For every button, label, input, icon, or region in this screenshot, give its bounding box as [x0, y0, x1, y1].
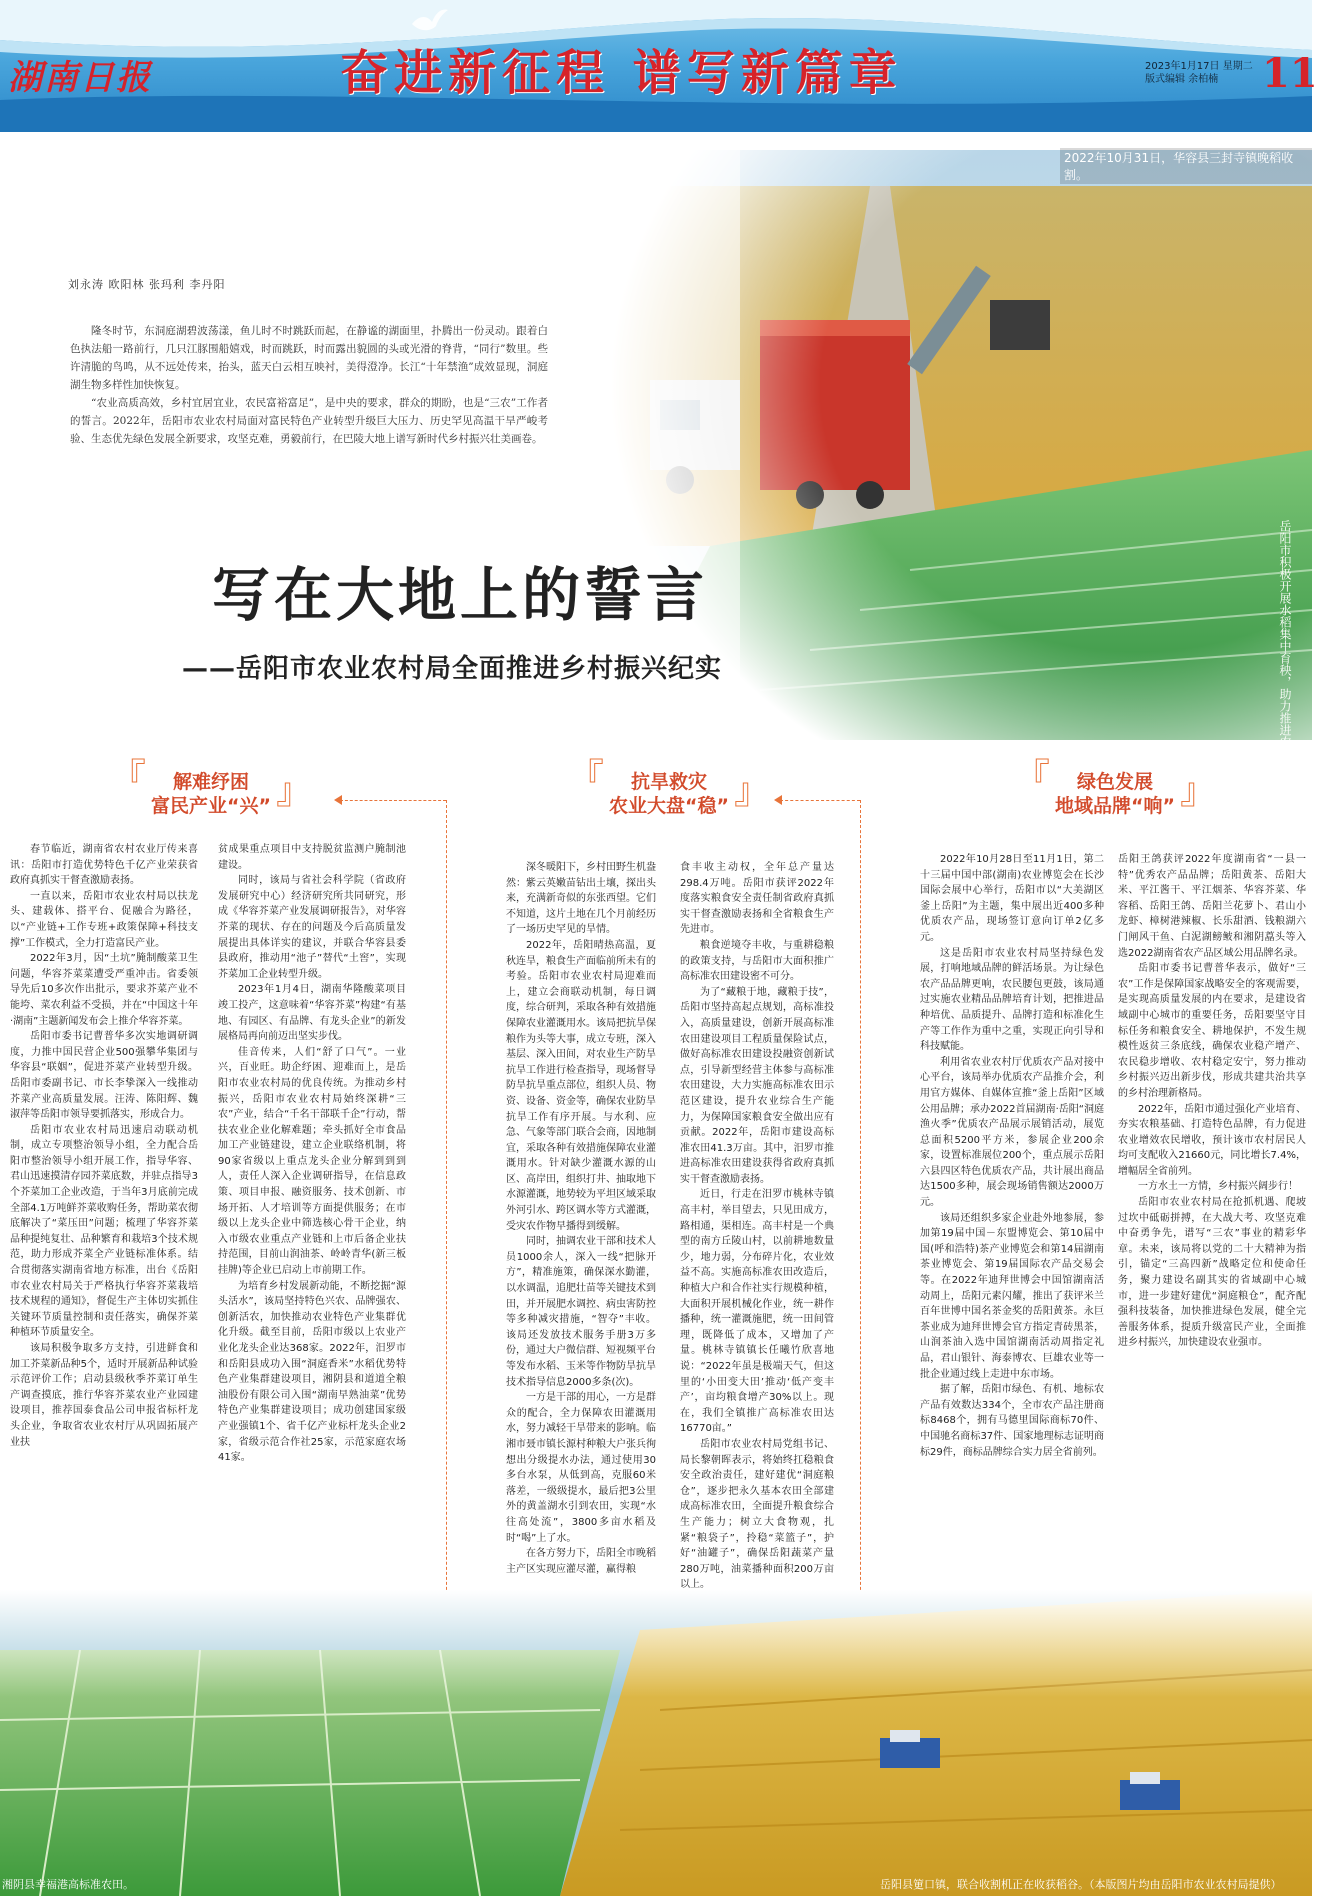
body-paragraph: 春节临近，湖南省农村农业厅传来喜讯：岳阳市打造优势特色千亿产业荣获省政府真抓实干督查激励表扬。	[10, 844, 198, 887]
body-paragraph: 2022年3月，因“土坑”腌制酸菜卫生问题，华容芥菜菜遭受严重冲击。省委领导先后10多次作出批示，要求芥菜产业不能垮、菜农利益不受损，并在“中国这十年·湖南”主题新闻发布会上推介华容芥菜。	[10, 953, 198, 1027]
page-number: 11	[1262, 50, 1318, 97]
body-paragraph: 2022年，岳阳晴热高温，夏秋连旱，粮食生产面临前所未有的考验。岳阳市农业农村局迎难而上，建立会商联动机制，每日调度，综合研判，采取各种有效措施保障农业灌溉用水。该局把抗旱保粮作为头等大事，成立专班，深入基层、深入田间，对农业生产防旱抗旱工作进行检查指导，现场督导防旱抗旱重点部位，组织人员、物资、设备、资金等，确保农业防旱抗旱工作有序开展。与水利、应急、气象等部门联合会商，因地制宜，采取各种有效措施保障农业灌溉用水。针对缺少灌溉水源的山区、高岸田，组织打井、抽取地下水源灌溉，地势较为平坦区域采取外河引水、跨区调水等方式灌溉，受灾农作物早播得到缓解。	[506, 939, 656, 1232]
section-heading-1	[110, 757, 312, 818]
body-paragraph: 为了“藏粮于地，藏粮于技”，岳阳市坚持高起点规划，高标准投入，高质量建设，创新开展高标准农田建设项目工程质量保险试点，做好高标准农田建设投融资创新试点，引导新型经营主体参与高标准农田建设，大力实施高标准农田示范区建设，提升农业综合生产能力，为保障国家粮食安全做出应有贡献。2022年，岳阳市建设高标准农田41.3万亩。其中，汨罗市推进高标准农田建设获得省政府真抓实干督查激励表扬。	[680, 986, 834, 1185]
column-divider	[860, 800, 861, 1645]
body-paragraph: 粮食逆境夺丰收，与重耕稳粮的政策支持，与岳阳市大面积推广高标准农田建设密不可分。	[680, 939, 834, 983]
section-heading-line: 农业大盘“稳”	[609, 795, 729, 817]
body-paragraph: 在各方努力下，岳阳全市晚稻主产区实现应灌尽灌，赢得粮	[506, 1548, 656, 1575]
arrow-left-icon	[774, 795, 782, 805]
body-paragraph: 近日，行走在汨罗市桃林寺镇高丰村，举目望去，只见田成方，路相通，渠相连。高丰村是一个典型的南方丘陵山村，以前耕地数量少，地力弱，分布碎片化，农业效益不高。实施高标准农田改造后，种植大户和合作社实行规模种植，大面积开展机械化作业，统一耕作播种，统一灌溉施肥，统一田间管理，既降低了成本，又增加了产量。桃林寺镇镇长任曦竹欣喜地说：“2022年虽是极端天气，但这里的‘小田变大田’推动‘低产变丰产’，亩均粮食增产30%以上。现在，我们全镇推广高标准农田达16770亩。”	[680, 1189, 834, 1435]
farmland-photo-illustration	[0, 1590, 1312, 1896]
article-title: 写在大地上的誓言	[212, 561, 709, 629]
connector-line	[340, 800, 446, 801]
section-heading-line: 富民产业“兴”	[151, 795, 271, 817]
body-paragraph: 为培育乡村发展新动能，不断挖掘“源头活水”，该局坚持特色兴农、品牌强农、创新活农，加快推动农业特色产业集群优化升级。截至目前，岳阳市级以上农业产业化龙头企业达368家。2022年，汨罗市和岳阳县成功入围“洞庭香米”水稻优势特色产业集群建设项目，湘阴县和道道全粮油股份有限公司入围“湖南早熟油菜”优势特色产业集群建设项目；成功创建国家级产业强镇1个、省千亿产业标杆龙头企业2家，省级示范合作社25家，示范家庭农场41家。	[218, 1280, 406, 1464]
section-heading-3	[1014, 757, 1216, 818]
body-paragraph: 岳阳王鸽获评2022年度湖南省“一县一特”优秀农产品品牌；岳阳黄茶、岳阳大米、平江酱干、平江烟茶、华容芥菜、华容稻、岳阳王鸽、岳阳兰花萝卜、君山小龙虾、樟树港辣椒、长乐甜酒、钱粮湖六门闸风干鱼、白泥湖鳑鲏和湘阴藠头等入选2022湖南省农产品区域公用品牌名录。	[1118, 854, 1306, 959]
dove-icon	[410, 6, 450, 36]
body-paragraph: 2022年10月28日至11月1日，第二十三届中国中部(湖南)农业博览会在长沙国际会展中心举行，岳阳市以“大美湖区 釜上岳阳”为主题，集中展出近400多种优质农产品，现场签订意向订单2亿多元。	[920, 854, 1104, 943]
column-divider	[446, 800, 447, 1645]
body-paragraph: 据了解，岳阳市绿色、有机、地标农产品有效数达334个，全市农产品注册商标8468个，拥有马德里国际商标70件、中国驰名商标37件、国家地理标志证明商标29件，商标品牌综合实力居全省前列。	[920, 1384, 1104, 1458]
article-subtitle: ——岳阳市农业农村局全面推进乡村振兴纪实	[182, 654, 723, 684]
body-paragraph: 食丰收主动权，全年总产量达298.4万吨。岳阳市获评2022年度落实粮食安全责任制省政府真抓实干督查激励表扬和全省粮食生产先进市。	[680, 862, 834, 936]
column-section-2-b	[680, 860, 834, 1593]
bracket-right-icon: 』	[275, 771, 312, 812]
body-paragraph: 岳阳市农业农村局党组书记、局长黎朝晖表示，将始终扛稳粮食安全政治责任，建好建优“洞庭粮仓”，逐步把永久基本农田全部建成高标准农田，全面提升粮食综合生产能力；树立大食物观，扎紧“粮袋子”，拎稳“菜篮子”，护好“油罐子”，确保岳阳蔬菜产量280万吨，油菜播种面积200万亩以上。	[680, 1438, 834, 1591]
section-heading-line: 解难纾困	[172, 771, 249, 793]
section-heading-line: 绿色发展	[1076, 771, 1153, 793]
column-section-1-a	[10, 842, 198, 1450]
bracket-right-icon: 』	[1179, 771, 1216, 812]
body-paragraph: 一方水土一方情，乡村振兴阔步行！	[1138, 1181, 1298, 1193]
section-heading-2	[568, 757, 770, 818]
body-paragraph: 贫成果重点项目中支持脱贫监测户腌制池建设。	[218, 844, 406, 871]
body-paragraph: 该局积极争取多方支持，引进鲜食和加工芥菜新品种5个，适时开展新品种试验示范评价工作；启动县级秋季芥菜订单生产调查摸底，推行华容芥菜农业产业园建设项目，推荐国泰食品公司申报省标杆龙头企业，争取省农业农村厅从巩固拓展产业扶	[10, 1343, 198, 1448]
connector-line	[780, 800, 860, 801]
arrow-left-icon	[334, 795, 342, 805]
body-paragraph: 岳阳市农业农村局在抢抓机遇、爬坡过坎中砥砺拼搏，在大战大考、攻坚克难中奋勇争先，谱写“三农”事业的精彩华章。未来，该局将以党的二十大精神为指引，锚定“三高四新”战略定位和使命任务，聚力建设名副其实的省域副中心城市，进一步建好建优“洞庭粮仓”，配齐配强科技装备，加快推进绿色发展，健全完善服务体系，提质升级富民产业，全面推进乡村振兴，加快建设农业强市。	[1118, 1197, 1306, 1349]
hero-photo-caption: 2022年10月31日，华容县三封寺镇晚稻收割。	[1060, 148, 1312, 184]
body-paragraph: 岳阳市委书记曹普华表示，做好“三农”工作是保障国家战略安全的客观需要，是实现高质量发展的内在要求，是建设省域副中心城市的重要任务，岳阳要坚守目标任务和粮食安全、耕地保护，不发生规模性返贫三条底线，确保农业稳产增产、农民稳步增收、农村稳定安宁，努力推动乡村振兴迈出新步伐，形成共建共治共享的乡村治理新格局。	[1118, 963, 1306, 1099]
lead-paragraphs	[70, 322, 548, 448]
masthead	[0, 0, 1318, 132]
bracket-left-icon: 『	[110, 757, 147, 798]
body-paragraph: 同时，抽调农业干部和技术人员1000余人，深入一线“把脉开方”，精准施策，确保深水勤灌，以水调温，追肥壮苗等关键技术到田，并开展肥水调控、病虫害防控等多种减灾措施，“智夺”丰收。该局还发放技术服务手册3万多份，通过大户微信群、短视频平台等发布水稻、玉米等作物防旱抗旱技术指导信息2000多条(次)。	[506, 1236, 656, 1388]
bottom-photo-caption-right: 岳阳县筻口镇，联合收割机正在收获稻谷。（本版图片均由岳阳市农业农村局提供）	[880, 1878, 1282, 1891]
body-paragraph: 岳阳市委书记曹普华多次实地调研调度，力推中国民营企业500强攀华集团与华容县“联姻”，促进芥菜产业转型升级。岳阳市委副书记、市长李挚深入一线推动芥菜产业高质量发展。汪涛、陈阳辉、魏淑萍等岳阳市领导要抓落实，形成合力。	[10, 1031, 198, 1121]
body-paragraph: 利用省农业农村厅优质农产品对接中心平台，该局举办优质农产品推介会，利用官方媒体、自媒体宣推“釜上岳阳”区域公用品牌；承办2022首届湖南·岳阳“洞庭渔火季”优质农产品展示展销活动，展览总面积5200平方米，参展企业200余家，设置标准展位200个，重点展示岳阳六县四区特色优质农产品，共计展出商品达1500多种，展会现场销售额达2000万元。	[920, 1056, 1104, 1209]
bracket-left-icon: 『	[1014, 757, 1051, 798]
column-section-3-b	[1118, 852, 1306, 1351]
body-paragraph: 该局还组织多家企业赴外地参展，参加第19届中国－东盟博览会、第10届中国(呼和浩特)茶产业博览会和第14届湖南茶业博览会、第19届国际农产品交易会等。在2022年迪拜世博会中国馆湖南活动周上，岳阳元素闪耀，推出了获评米兰百年世博中国名茶金奖的岳阳黄茶。永巨茶业成为迪拜世博会官方指定青砖黑茶，山润茶油入选中国馆湖南活动周指定礼品，君山银针、海泰博农、巨雄农业等一批企业通过线上走进中东市场。	[920, 1212, 1104, 1380]
body-paragraph: 一直以来，岳阳市农业农村局以扶龙头、建载体、搭平台、促融合为路径，以“产业链+工作专班+政策保障+科技支撑”工作模式，全力打造富民产业。	[10, 890, 198, 949]
edition-editor: 版式编辑 余柏楠	[1145, 74, 1219, 85]
column-section-1-b	[218, 842, 406, 1466]
body-paragraph: 佳音传来，人们“舒了口气”。一业兴，百业旺。助企纾困、迎难而上，是岳阳市农业农村局的优良传统。为推动乡村振兴，岳阳市农业农村局始终深耕“三农”产业，结合“千名干部联千企”行动，帮扶农业企业化解难题；牵头抓好全市食品加工产业链建设，建立企业联络机制，将90家省级以上重点龙头企业分解到到到人，责任人深入企业调研指导，在信息政策、项目申报、融资服务、技术创新、市场开拓、人才培训等方面提供服务；在市级以上龙头企业中筛选核心骨干企业，纳入市级农业重点产业链和上市后备企业扶持范围，目前山润油茶、岭岭青华(新三板挂牌)等企业已启动上市前期工作。	[218, 1046, 406, 1277]
body-paragraph: 岳阳市农业农村局迅速启动联动机制，成立专项整治领导小组，全力配合岳阳市整治领导小组开展工作，指导华容、君山迅速摸清存园芥菜底数，并驻点指导3个芥菜加工企业改造，于当年3月底前完成全部4.1万吨鲜芥菜收购任务，帮助菜农彻底解决了“菜压田”问题；梳理了华容芥菜品种提纯复壮、品种繁育和栽培3个技术规范，助力形成芥菜全产业链标准体系。结合贯彻落实湖南省地方标准，出台《岳阳市农业农村局关于严格执行华容芥菜栽培技术规程的通知》，督促生产主体切实抓住关键环节质量控制和责任落实，确保芥菜种植环节质量安全。	[10, 1124, 198, 1339]
body-paragraph: 这是岳阳市农业农村局坚持绿色发展，打响地域品牌的鲜活场景。为让绿色农产品品牌更响，农民腰包更鼓，该局通过实施农业精品品牌培育计划，把推进品种培优、品质提升、品牌打造和标准化生产等工作作为重中之重，实现正向引导和科技赋能。	[920, 947, 1104, 1053]
section-heading-line: 抗旱救灾	[630, 771, 707, 793]
body-paragraph: 2023年1月4日，湖南华隆酸菜项目竣工投产，这意味着“华容芥菜”构建“有基地、有园区、有品牌、有龙头企业”的新发展格局再向前迈出坚实步伐。	[218, 984, 406, 1043]
paper-name-logo: 湖南日报	[8, 58, 152, 98]
column-section-3-a	[920, 852, 1104, 1460]
body-paragraph: 2022年，岳阳市通过强化产业培育、夯实农粮基础、打造特色品牌，有力促进农业增效农民增收，预计该市农村居民人均可支配收入21660元，同比增长7.4%，增幅居全省前列。	[1118, 1103, 1306, 1177]
bottom-photo-caption-left: 湘阴县幸福港高标准农田。	[2, 1878, 134, 1891]
section-heading-line: 地域品牌“响”	[1055, 795, 1175, 817]
lead-paragraph: 隆冬时节，东洞庭湖碧波荡漾，鱼儿时不时跳跃而起，在静谧的湖面里，扑腾出一份灵动。跟着白色执法船一路前行，几只江豚围船嬉戏，时而跳跃，时而露出貌圆的头或光滑的脊背，“同行”数里。些许清脆的鸟鸣，从不远处传来，抬头，蓝天白云相互映衬，美得澄净。长江“十年禁渔”成效显现，洞庭湖生物多样性加快恢复。	[70, 325, 548, 391]
bracket-right-icon: 』	[733, 771, 770, 812]
issue-date: 2023年1月17日 星期二	[1145, 61, 1253, 72]
lead-paragraph: “农业高质高效，乡村宜居宜业，农民富裕富足”，是中央的要求，群众的期盼，也是“三农”工作者的誓言。2022年，岳阳市农业农村局面对富民特色产业转型升级巨大压力、历史罕见高温干旱严峻考验、生态优先绿色发展全新要求，攻坚克难，勇毅前行，在巴陵大地上谱写新时代乡村振兴壮美画卷。	[70, 397, 548, 445]
column-section-2-a	[506, 860, 656, 1577]
bracket-left-icon: 『	[568, 757, 605, 798]
byline-authors: 刘永涛 欧阳林 张玛利 李丹阳	[68, 278, 226, 291]
body-paragraph: 一方是干部的用心，一方是群众的配合，全力保障农田灌溉用水，努力减轻干旱带来的影响。临湘市聂市镇长源村种粮大户张兵徇想出分级提水办法，通过使用30多台水泵，从低到高，克服60米落差，一级级提水，最后把3公里外的黄盖湖水引到农田，实现“水往高处流”，3800多亩水稻及时“喝”上了水。	[506, 1392, 656, 1544]
body-paragraph: 同时，该局与省社会科学院（省政府发展研究中心）经济研究所共同研究，形成《华容芥菜产业发展调研报告》，对华容芥菜的现状、存在的问题及今后高质量发展提出具体详实的建议，并联合华容县委县政府，推动用“池子”替代“土窖”，实现芥菜加工企业转型升级。	[218, 875, 406, 980]
body-paragraph: 深冬暖阳下，乡村田野生机盎然：紫云英嫩苗钻出土壤，探出头来，充满新奇似的东张西望。它们不知道，这片土地在几个月前经历了一场历史罕见的旱情。	[506, 862, 656, 936]
vertical-photo-caption: 岳阳市积极开展水稻集中育秧，助力推进农业产业化、机械化。	[1278, 520, 1292, 856]
farmland-photo	[0, 1590, 1312, 1896]
masthead-slogan: 奋进新征程 谱写新篇章	[340, 45, 903, 101]
